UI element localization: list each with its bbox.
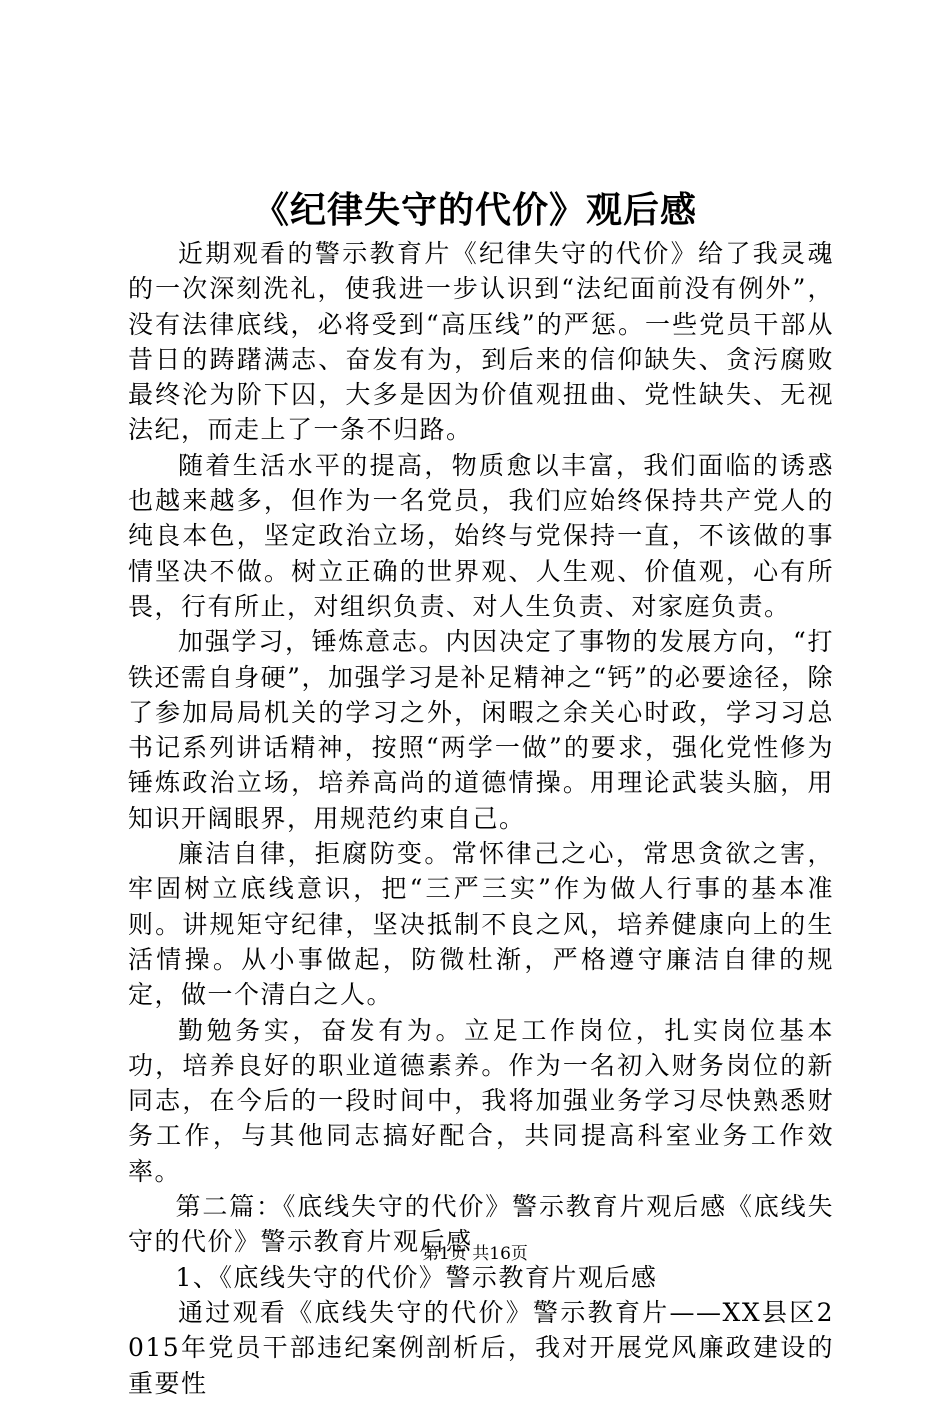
paragraph: 勤勉务实，奋发有为。立足工作岗位，扎实岗位基本功，培养良好的职业道德素养。作为一名初入财务岗位的新同志，在今后的一段时间中，我将加强业务学习尽快熟悉财务工作，与其他同志搞好配合，共同提高科室业务工作效率。 [128,1015,834,1186]
paragraph: 通过观看《底线失守的代价》警示教育片——XX县区2015年党员干部违纪案例剖析后，我对开展党风廉政建设的重要性 [128,1297,834,1398]
paragraph: 随着生活水平的提高，物质愈以丰富，我们面临的诱惑也越来越多，但作为一名党员，我们应始终保持共产党人的纯良本色，坚定政治立场，始终与党保持一直，不该做的事情坚决不做。树立正确的世界观、人生观、价值观，心有所畏，行有所止，对组织负责、对人生负责、对家庭负责。 [128,450,834,621]
document-body [128,236,834,1401]
paragraph: 加强学习，锤炼意志。内因决定了事物的发展方向，“打铁还需自身硬”，加强学习是补足精神之“钙”的必要途径，除了参加局局机关的学习之外，闲暇之余关心时政，学习习总书记系列讲话精神，按照“两学一做”的要求，强化党性修为锤炼政治立场，培养高尚的道德情操。用理论武装头脑，用知识开阔眼界，用规范约束自己。 [128,627,834,833]
document-title: 《纪律失守的代价》观后感 [252,189,697,231]
list-heading: 1、《底线失守的代价》警示教育片观后感 [175,1262,658,1292]
paragraph: 近期观看的警示教育片《纪律失守的代价》给了我灵魂的一次深刻洗礼，使我进一步认识到“法纪面前没有例外”，没有法律底线，必将受到“高压线”的严惩。一些党员干部从昔日的踌躇满志、奋发有为，到后来的信仰缺失、贪污腐败最终沦为阶下囚，大多是因为价值观扭曲、党性缺失、无视法纪，而走上了一条不归路。 [128,239,834,445]
paragraph: 廉洁自律，拒腐防变。常怀律己之心，常思贪欲之害，牢固树立底线意识，把“三严三实”作为做人行事的基本准则。讲规矩守纪律，坚决抵制不良之风，培养健康向上的生活情操。从小事做起，防微杜渐，严格遵守廉洁自律的规定，做一个清白之人。 [128,839,834,1010]
section-heading: 第二篇：《底线失守的代价》警示教育片观后感《底线失守的代价》警示教育片观后感 [128,1192,834,1257]
page-number-footer: 第1页 共16页 [422,1244,528,1264]
